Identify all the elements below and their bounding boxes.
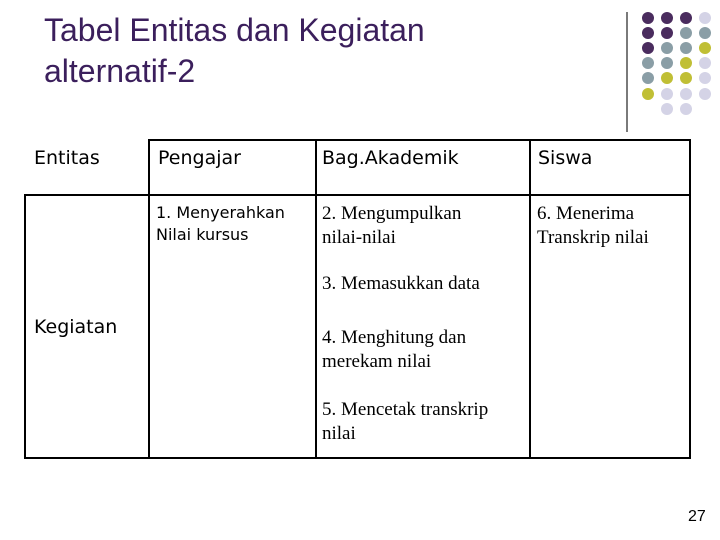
dot: [642, 27, 654, 39]
dot: [661, 88, 673, 100]
akademik-activity-5-line-1: 5. Mencetak transkrip: [322, 399, 489, 420]
pengajar-activity-line-1: 1. Menyerahkan: [156, 203, 285, 222]
dot: [661, 72, 673, 84]
siswa-activity-line-2: Transkrip nilai: [537, 227, 649, 248]
row-header-kegiatan: Kegiatan: [34, 316, 118, 338]
akademik-activity-2-line-2: nilai-nilai: [322, 227, 396, 248]
dot: [680, 72, 692, 84]
akademik-activity-2-line-1: 2. Mengumpulkan: [322, 203, 462, 224]
akademik-activity-3: [322, 272, 480, 296]
page-number: 27: [688, 508, 706, 525]
dot: [680, 88, 692, 100]
row-header-entitas: Entitas: [34, 147, 100, 169]
pengajar-activity: [156, 202, 285, 246]
dot: [661, 12, 673, 24]
page-title: [44, 10, 425, 92]
siswa-activity-line-1: 6. Menerima: [537, 203, 635, 224]
akademik-activity-5: [322, 398, 488, 446]
pengajar-activity-line-2: Nilai kursus: [156, 225, 249, 244]
dot: [642, 57, 654, 69]
dot: [642, 72, 654, 84]
akademik-activity-4: [322, 326, 466, 374]
decorative-divider: [626, 12, 628, 132]
dot: [680, 103, 692, 115]
akademik-activity-3-line-1: 3. Memasukkan data: [322, 273, 480, 294]
dot: [661, 57, 673, 69]
akademik-activity-5-line-2: nilai: [322, 423, 356, 444]
akademik-activity-2: [322, 202, 461, 250]
dot: [680, 27, 692, 39]
dot: [661, 103, 673, 115]
dot: [699, 72, 711, 84]
dot: [699, 42, 711, 54]
dot: [661, 42, 673, 54]
dot: [699, 88, 711, 100]
dot: [680, 42, 692, 54]
dot: [661, 27, 673, 39]
akademik-activity-4-line-2: merekam nilai: [322, 351, 432, 372]
dot: [642, 12, 654, 24]
dot: [642, 42, 654, 54]
title-line-1: Tabel Entitas dan Kegiatan: [44, 12, 425, 48]
column-header-bag-akademik: Bag.Akademik: [322, 147, 459, 169]
dot: [699, 57, 711, 69]
title-line-2: alternatif-2: [44, 53, 196, 89]
column-header-siswa: Siswa: [538, 147, 593, 169]
column-header-pengajar: Pengajar: [158, 147, 241, 169]
dot: [699, 12, 711, 24]
siswa-activity: [537, 202, 649, 250]
dot: [642, 88, 654, 100]
dot: [699, 27, 711, 39]
akademik-activity-4-line-1: 4. Menghitung dan: [322, 327, 467, 348]
dot: [680, 57, 692, 69]
dot: [680, 12, 692, 24]
